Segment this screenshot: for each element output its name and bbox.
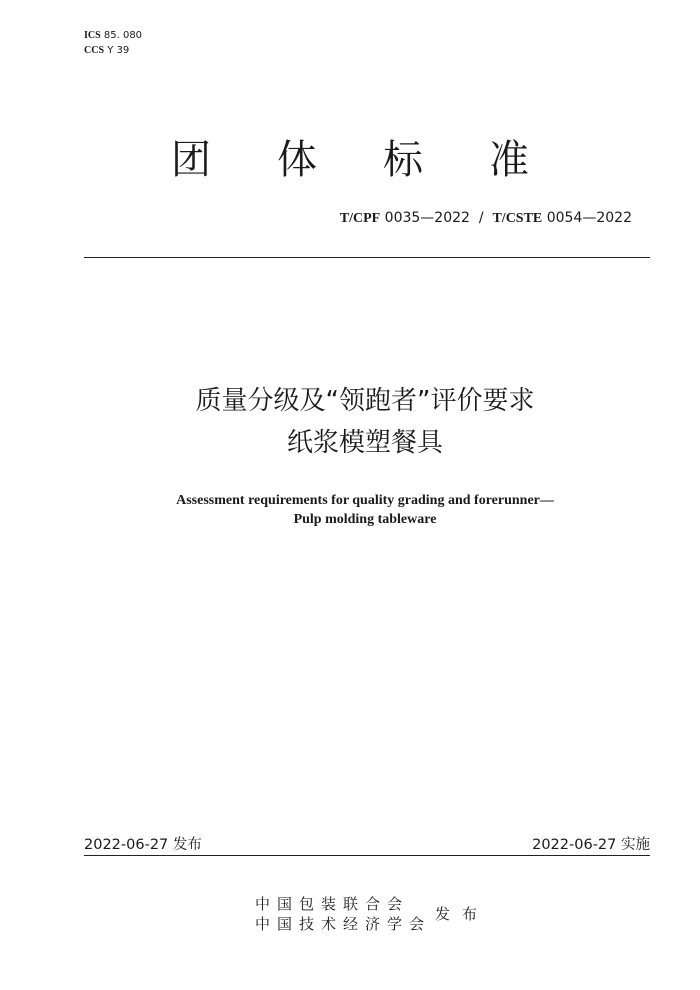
publish-label: 发布	[435, 905, 490, 923]
implementation-date: 2022-06-27 实施	[532, 837, 650, 853]
standard-numbers	[340, 210, 632, 227]
standard-type-heading	[0, 128, 700, 185]
standard-prefix-1: T/CPF	[339, 211, 381, 226]
issuer-org-2: 中国技术经济学会	[255, 915, 432, 933]
ccs-code: CCS Y 39	[84, 45, 130, 56]
ics-code: ICS 85. 080	[84, 30, 143, 41]
header-divider	[84, 257, 650, 258]
standard-separator: /	[478, 210, 484, 226]
title-en-line1: Assessment requirements for quality grading and forerunner—	[176, 493, 554, 508]
standard-type-char: 准	[489, 137, 529, 183]
issue-date: 2022-06-27 发布	[84, 837, 202, 853]
title-cn-line1: 质量分级及“领跑者”评价要求	[195, 386, 535, 416]
classification-codes	[84, 28, 142, 58]
title-en-line2: Pulp molding tableware	[293, 512, 437, 527]
standard-type-char: 体	[277, 137, 317, 183]
standard-type-char: 标	[383, 137, 423, 183]
standard-number-1: 0035—2022	[384, 210, 470, 226]
footer-divider	[84, 855, 650, 856]
title-cn-line2: 纸浆模塑餐具	[286, 428, 443, 458]
standard-prefix-2: T/CSTE	[492, 211, 543, 226]
standard-number-2: 0054—2022	[546, 210, 632, 226]
standard-type-char: 团	[171, 137, 211, 183]
issuer-org-1: 中国包装联合会	[255, 895, 410, 913]
